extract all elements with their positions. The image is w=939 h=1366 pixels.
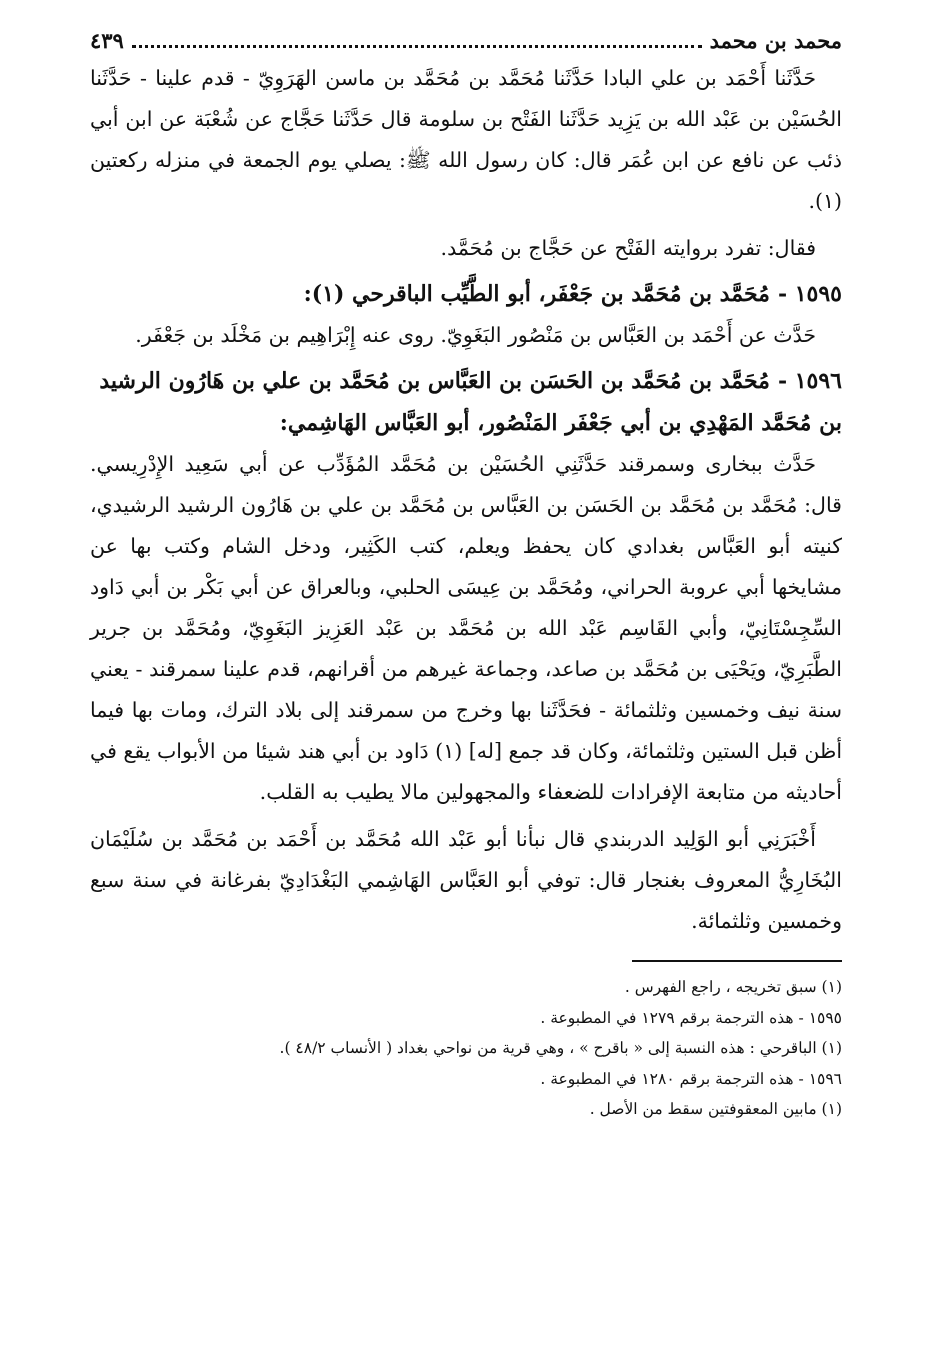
entry-1595-heading: [90, 273, 842, 315]
book-page: [90, 24, 842, 1125]
entry-title: مُحَمَّد بن مُحَمَّد بن الحَسَن بن العَبَّاس بن مُحَمَّد بن علي بن هَارُون الرشيد بن مُحَمَّد المَهْدِي بن أبي جَعْفَر المَنْصُور، أبو العَبَّاس الهَاشِمي:: [99, 368, 842, 436]
paragraph-hadith: حَدَّثَنا أَحْمَد بن علي البادا حَدَّثَنا مُحَمَّد بن مُحَمَّد بن ماسن الهَرَوِيّ - قدم علينا - حَدَّثَنا الحُسَيْن بن عَبْد الله بن يَزِيد حَدَّثَنا الفَتْح بن سلومة قال حَدَّثَنا حَجَّاج عن شُعْبَة عن ابن أبي ذئب عن نافع عن ابن عُمَر قال: كان رسول الله ﷺ: يصلي يوم الجمعة في منزله ركعتين (١).: [90, 66, 842, 213]
footnote: (١) مابين المعقوفتين سقط من الأصل .: [589, 1100, 842, 1118]
footnote: (١) الباقرحي : هذه النسبة إلى « باقرح » ، وهي قرية من نواحي بغداد ( الأنساب ٤٨/٢ ).: [279, 1039, 842, 1057]
paragraph-comment: فقال: تفرد بروايته الفَتْح عن حَجَّاج بن مُحَمَّد.: [440, 236, 816, 260]
footnote-separator: [632, 960, 842, 962]
paragraph-entry-1596: حَدَّث ببخارى وسمرقند حَدَّثَنِي الحُسَيْن بن مُحَمَّد المُؤَدِّب عن أبي سَعِيد الإِدْرِيسي. قال: مُحَمَّد بن مُحَمَّد بن الحَسَن بن العَبَّاس بن مُحَمَّد بن علي بن هَارُون الرشيد الرشيدي، كنيته أبو العَبَّاس بغدادي كان يحفظ ويعلم، كتب الكَثِير، ودخل الشام وكتب بها عن مشايخها أبي عروبة الحراني، ومُحَمَّد بن عِيسَى الحلبي، وبالعراق عن أبي بَكْر بن أبي دَاود السِّجِسْتَانِيّ، وأبي القَاسِم عَبْد الله بن مُحَمَّد بن عَبْد العَزِيز البَغَوِيّ، ومُحَمَّد بن جرير الطَّبَرِيّ، ويَحْيَى بن مُحَمَّد بن صاعد، وجماعة غيرهم من أقرانهم، قدم علينا سمرقند - يعني سنة نيف وخمسين وثلثمائة - فحَدَّثَنا بها وخرج من سمرقند إلى بلاد الترك، ومات بها فيما أظن قبل الستين وثلثمائة، وكان قد جمع [له] (١) دَاود بن أبي هند شيئا من الأبواب يقع في أحاديثه من متابعة الإفرادات للضعفاء والمجهولين مالا يطيب به القلب.: [90, 452, 843, 804]
paragraph-entry-1595: حَدَّث عن أَحْمَد بن العَبَّاس بن مَنْصُور البَغَوِيّ. روى عنه إِبْرَاهِيم بن مَخْلَد بن جَعْفَر.: [135, 323, 816, 347]
footnote: ١٥٩٦ - هذه الترجمة برقم ١٢٨٠ في المطبوعة .: [540, 1069, 842, 1088]
footnote: ١٥٩٥ - هذه الترجمة برقم ١٢٧٩ في المطبوعة .: [540, 1008, 842, 1027]
entry-number: ١٥٩٦ -: [777, 368, 842, 394]
footnote: (١) سبق تخريجه ، راجع الفهرس .: [624, 978, 842, 996]
page-header: [90, 24, 842, 58]
entry-1596-heading: [90, 360, 842, 444]
footnotes: [90, 972, 842, 1125]
page-number: ٤٣٩: [90, 28, 124, 53]
entry-title: مُحَمَّد بن مُحَمَّد بن جَعْفَر، أبو الطَّيِّب الباقرحي (١):: [303, 281, 770, 307]
entry-number: ١٥٩٥ -: [777, 281, 842, 307]
header-dot-leader: [132, 45, 702, 48]
running-title: محمد بن محمد: [709, 28, 842, 53]
paragraph-death-note: أَخْبَرَنِي أبو الوَلِيد الدربندي قال نبأنا أبو عَبْد الله مُحَمَّد بن أَحْمَد بن مُحَمَّد بن سُلَيْمَان البُخَارِيُّ المعروف بغنجار قال: توفي أبو العَبَّاس الهَاشِمي البَغْدَادِيّ بفرغانة في سنة سبع وخمسين وثلثمائة.: [90, 827, 842, 933]
